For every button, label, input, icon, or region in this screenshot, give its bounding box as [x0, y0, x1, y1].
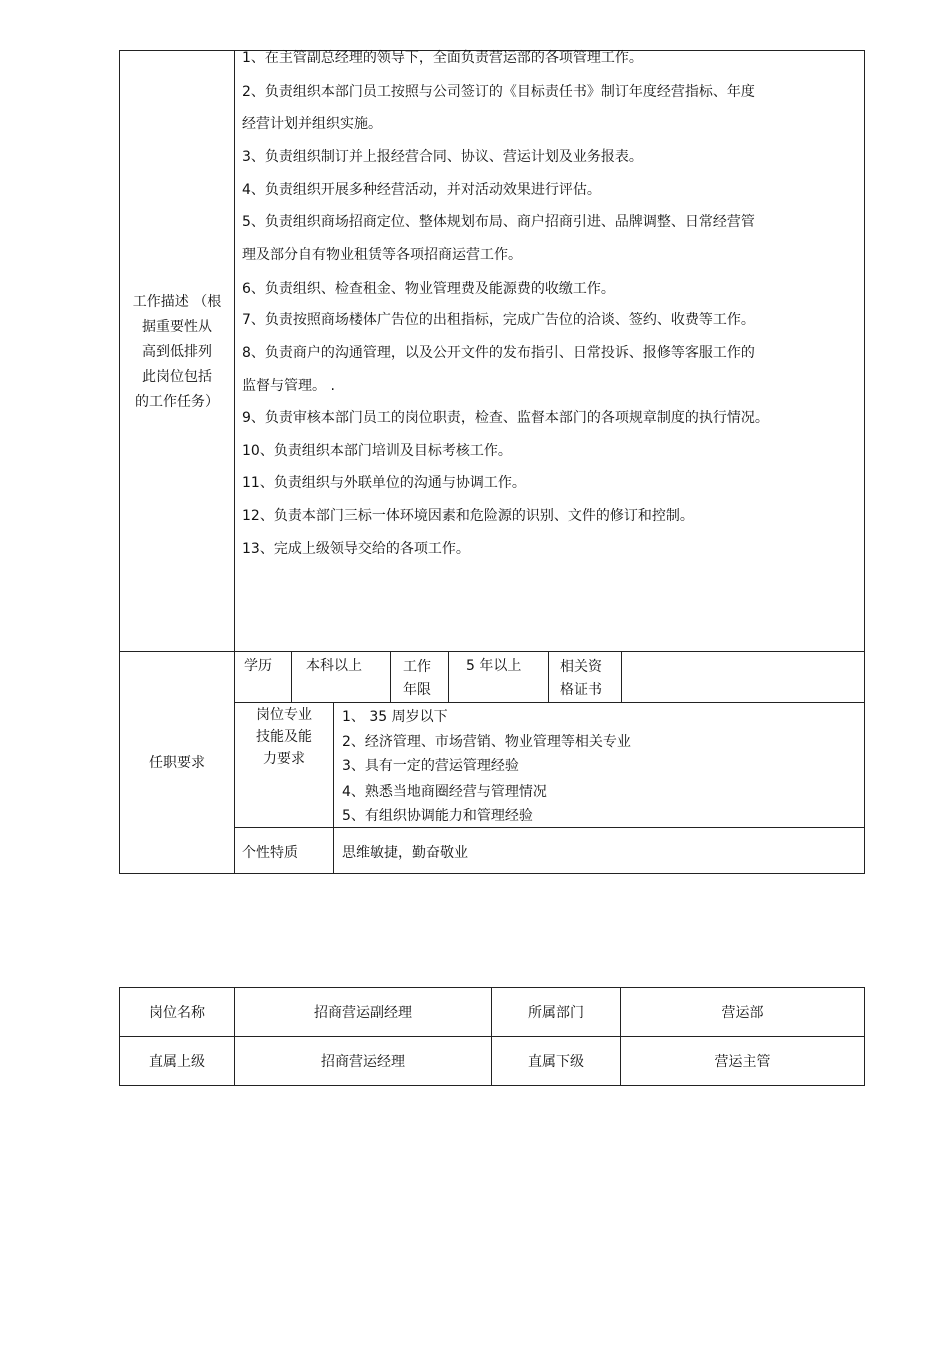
duty-line: 11、负责组织与外联单位的沟通与协调工作。: [242, 475, 526, 491]
work-years-label-line: 工作: [403, 659, 431, 675]
duties-label: [120, 290, 234, 415]
duty-line: 2、负责组织本部门员工按照与公司签订的《目标责任书》制订年度经营指标、年度: [242, 84, 755, 100]
direct-superior-label: 直属上级: [149, 1054, 205, 1070]
personality-label: 个性特质: [242, 845, 298, 861]
direct-subordinate-label: 直属下级: [528, 1054, 584, 1070]
work-years-label: [403, 656, 431, 702]
skill-item: 4、熟悉当地商圈经营与管理情况: [342, 784, 547, 800]
duty-line: 12、负责本部门三标一体环境因素和危险源的识别、文件的修订和控制。: [242, 508, 694, 524]
duties-label-line: 据重要性从: [142, 319, 212, 335]
duty-line: 理及部分自有物业租赁等各项招商运营工作。: [242, 247, 522, 263]
duty-line: 5、负责组织商场招商定位、整体规划布局、商户招商引进、品牌调整、日常经营管: [242, 214, 755, 230]
direct-subordinate-value: 营运主管: [714, 1054, 771, 1070]
table2-divider-row: [119, 1036, 865, 1037]
skills-label-line: 力要求: [263, 751, 305, 767]
education-label: 学历: [244, 658, 272, 674]
skills-label-line: 岗位专业: [256, 707, 312, 723]
duty-line: 7、负责按照商场楼体广告位的出租指标，完成广告位的洽谈、签约、收费等工作。: [242, 312, 755, 328]
duty-line: 经营计划并组织实施。: [242, 116, 382, 132]
table-divider-duties: [119, 651, 865, 652]
duty-line: 1、在主管副总经理的领导下，全面负责营运部的各项管理工作。: [242, 50, 643, 66]
department-value: 营运部: [721, 1005, 764, 1021]
education-value: 本科以上: [306, 658, 362, 674]
table-divider-v6: [333, 702, 334, 874]
duty-line: 监督与管理。 .: [242, 378, 335, 394]
table2-border-bottom: [119, 1085, 865, 1086]
skills-label: [235, 704, 333, 770]
work-years-value: 5 年以上: [466, 658, 522, 674]
personality-value: 思维敏捷，勤奋敬业: [342, 845, 468, 861]
position-name-label: 岗位名称: [149, 1005, 205, 1021]
duty-line: 8、负责商户的沟通管理，以及公开文件的发布指引、日常投诉、报修等客服工作的: [242, 345, 755, 361]
table-divider-v4: [548, 651, 549, 703]
skill-item: 2、经济管理、市场营销、物业管理等相关专业: [342, 734, 631, 750]
duties-label-line: 高到低排列: [142, 344, 212, 360]
table-divider-v2: [390, 651, 391, 703]
skill-item: 1、 35 周岁以下: [342, 709, 448, 725]
certificate-label-line: 相关资: [560, 659, 602, 675]
table-divider-v1: [291, 651, 292, 703]
work-years-label-line: 年限: [403, 682, 431, 698]
department-label: 所属部门: [528, 1005, 584, 1021]
duty-line: 9、负责审核本部门员工的岗位职责，检查、监督本部门的各项规章制度的执行情况。: [242, 410, 769, 426]
certificate-label-line: 格证书: [560, 682, 602, 698]
duty-line: 10、负责组织本部门培训及目标考核工作。: [242, 443, 512, 459]
duties-label-line: 的工作任务）: [135, 394, 219, 410]
skill-item: 3、具有一定的营运管理经验: [342, 758, 519, 774]
certificate-label: [560, 656, 602, 702]
requirements-label: 任职要求: [149, 755, 205, 771]
duty-line: 4、负责组织开展多种经营活动，并对活动效果进行评估。: [242, 182, 601, 198]
table2-border-right: [864, 987, 865, 1086]
skill-item: 5、有组织协调能力和管理经验: [342, 808, 533, 824]
table-divider-skills: [234, 827, 865, 828]
table-divider-edu: [234, 702, 865, 703]
table-divider-v5: [621, 651, 622, 703]
table-border-bottom: [119, 873, 865, 874]
duty-line: 3、负责组织制订并上报经营合同、协议、营运计划及业务报表。: [242, 149, 643, 165]
duties-label-line: 此岗位包括: [142, 369, 212, 385]
position-name-value: 招商营运副经理: [314, 1005, 412, 1021]
duty-line: 6、负责组织、检查租金、物业管理费及能源费的收缴工作。: [242, 281, 615, 297]
table2-border-top: [119, 987, 865, 988]
duty-line: 13、完成上级领导交给的各项工作。: [242, 541, 470, 557]
table-border-right: [864, 50, 865, 874]
skills-label-line: 技能及能: [256, 729, 312, 745]
duties-label-line: 工作描述 （根: [132, 294, 222, 310]
direct-superior-value: 招商营运经理: [321, 1054, 405, 1070]
table-border-left: [119, 50, 120, 874]
table-divider-v3: [448, 651, 449, 703]
